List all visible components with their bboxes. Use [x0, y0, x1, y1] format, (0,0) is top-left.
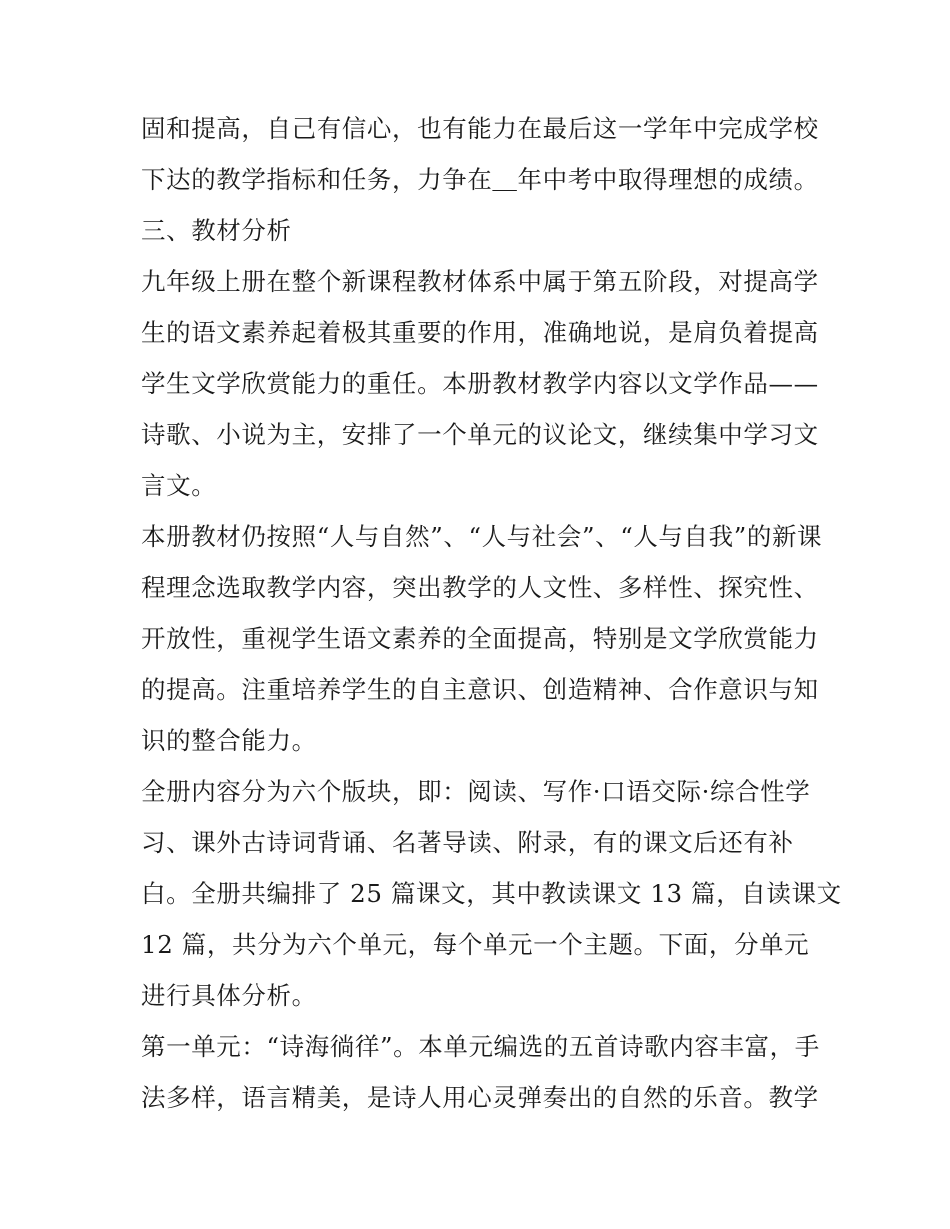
- text-line: 识的整合能力。: [141, 726, 317, 755]
- text-line: 生的语文素养起着极其重要的作用，准确地说，是肩负着提高: [141, 318, 819, 347]
- text-line: 习、课外古诗词背诵、名著导读、附录，有的课文后还有补: [141, 828, 794, 857]
- text-line: 第一单元：“诗海徜徉”。本单元编选的五首诗歌内容丰富，手: [141, 1032, 820, 1061]
- document-body: [141, 103, 842, 1123]
- text-line: 程理念选取教学内容，突出教学的人文性、多样性、探究性、: [141, 573, 819, 602]
- text-line: 固和提高，自己有信心，也有能力在最后这一学年中完成学校: [141, 114, 819, 143]
- text-line: 学生文学欣赏能力的重任。本册教材教学内容以文学作品——: [141, 369, 819, 398]
- text-line: 言文。: [141, 471, 217, 500]
- text-line: 法多样，语言精美，是诗人用心灵弹奏出的自然的乐音。教学: [141, 1083, 819, 1112]
- text-line: 诗歌、小说为主，安排了一个单元的议论文，继续集中学习文: [141, 420, 819, 449]
- text-line: 12 篇，共分为六个单元，每个单元一个主题。下面，分单元: [141, 930, 810, 959]
- text-line: 下达的教学指标和任务，力争在＿年中考中取得理想的成绩。: [141, 165, 819, 194]
- text-line: 开放性，重视学生语文素养的全面提高，特别是文学欣赏能力: [141, 624, 819, 653]
- text-line: 九年级上册在整个新课程教材体系中属于第五阶段，对提高学: [141, 267, 819, 296]
- text-line: 的提高。注重培养学生的自主意识、创造精神、合作意识与知: [141, 675, 819, 704]
- text-line: 全册内容分为六个版块，即：阅读、写作·口语交际·综合性学: [141, 777, 811, 806]
- text-line: 本册教材仍按照“人与自然”、“人与社会”、“人与自我”的新课: [141, 522, 823, 551]
- section-heading: 三、教材分析: [141, 216, 292, 245]
- text-line: 白。全册共编排了 25 篇课文，其中教读课文 13 篇，自读课文: [141, 879, 842, 908]
- text-line: 进行具体分析。: [141, 981, 317, 1010]
